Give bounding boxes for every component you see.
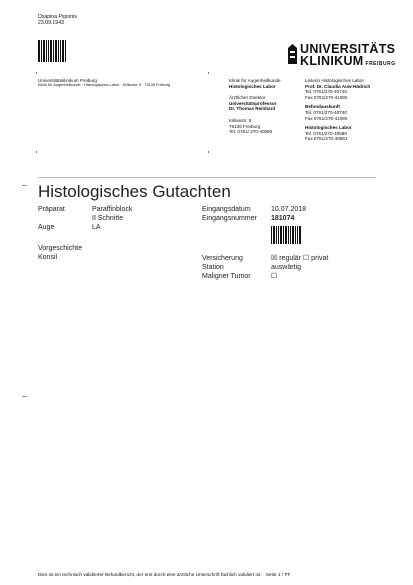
maligner-tumor-value: ☐ <box>271 273 278 280</box>
lab-contact <box>305 78 385 142</box>
footer <box>38 572 290 578</box>
eingangsnummer-value: 181074 <box>271 215 295 222</box>
corner-mark <box>36 72 37 74</box>
director-name: Dr. Thomas Reinhard <box>229 106 276 112</box>
corner-mark <box>208 151 209 153</box>
schnitte-value: II Schnitte <box>92 215 124 222</box>
logo-line1: UNIVERSITÄTS <box>300 42 396 56</box>
lab-head-fax: Fax 0761/270-41090 <box>305 94 348 100</box>
director-title: Ärztlicher Direktor <box>229 95 266 101</box>
versicherung-label: Versicherung <box>202 255 243 262</box>
eingangsdatum-value: 10.07.2018 <box>271 206 307 213</box>
befund-tel: Tel. 0761/270-40740 <box>305 109 347 115</box>
logo-emblem-icon <box>288 44 297 64</box>
footer-page-total: ?? <box>284 572 291 577</box>
praeparat-value: Paraffinblock <box>92 206 133 213</box>
konsil-label: Konsil <box>38 254 58 261</box>
clinic-phone: Tel. 0761/ 270-40060 <box>229 129 273 135</box>
clinic-lab: Histologisches Labor <box>229 83 276 89</box>
eingangsnummer-label: Eingangsnummer <box>202 215 257 222</box>
fold-mark <box>22 396 27 397</box>
university-logo <box>288 43 396 67</box>
clinic-info <box>229 78 304 135</box>
footer-page-label: Seite 1 / <box>265 572 284 577</box>
clinic-name: Klinik für Augenheilkunde <box>229 78 281 83</box>
clinic-city: 79106 Freiburg <box>229 123 261 129</box>
corner-mark <box>208 72 209 74</box>
patient-dob: 23.09.1943 <box>38 20 64 26</box>
report-title: Histologisches Gutachten <box>38 182 231 201</box>
eingangsdatum-label: Eingangsdatum <box>202 206 251 213</box>
lab-head-tel: Tel. 0761/270-40740 <box>305 89 347 95</box>
sender-line: Universitätsklinikum Freiburg <box>38 78 97 83</box>
corner-mark <box>36 151 37 153</box>
befund-fax: Fax 0761/270-41090 <box>305 115 348 121</box>
station-value: auswärtig <box>271 264 301 271</box>
auge-label: Auge <box>38 224 55 231</box>
director-role: Universitätsprofessor <box>229 100 277 106</box>
patient-barcode <box>38 40 67 62</box>
lab-fax: Fax 0761/270-40581 <box>305 136 348 142</box>
praeparat-label: Präparat <box>38 206 65 213</box>
logo-line2: KLINIKUM <box>300 54 364 68</box>
vorgeschichte-label: Vorgeschichte <box>38 245 82 252</box>
header-divider <box>38 177 376 178</box>
maligner-tumor-label: Maligner Tumor <box>202 273 251 280</box>
accession-barcode <box>271 226 302 244</box>
fold-mark <box>22 185 27 186</box>
footer-text: Dies ist ein technisch validierter Befundbericht, der erst durch eine ärztliche Unterschrift fachlich validiert ist. <box>38 572 262 577</box>
versicherung-value: ☒ regulär ☐ privat <box>271 255 329 262</box>
lab-head-name: Prof. Dr. Claudia Auw-Hädrich <box>305 83 371 89</box>
patient-name: Dsapina Psponis <box>38 14 77 20</box>
lab-title: Histologisches Labor <box>305 125 352 131</box>
sender-address: Klinik für Augenheilkunde · Histologisches Labor · Killianstr. 5 · 79106 Freiburg <box>38 83 171 87</box>
lab-head-title: Leiterin Histologisches Labor <box>305 78 364 83</box>
logo-line3: FREIBURG <box>365 61 396 67</box>
auge-value: LA <box>92 224 101 231</box>
befund-title: Befundauskunft <box>305 104 340 110</box>
station-label: Station <box>202 264 224 271</box>
lab-tel: Tel. 0761/270-40580 <box>305 130 347 136</box>
clinic-street: Killianstr. 5 <box>229 117 252 123</box>
